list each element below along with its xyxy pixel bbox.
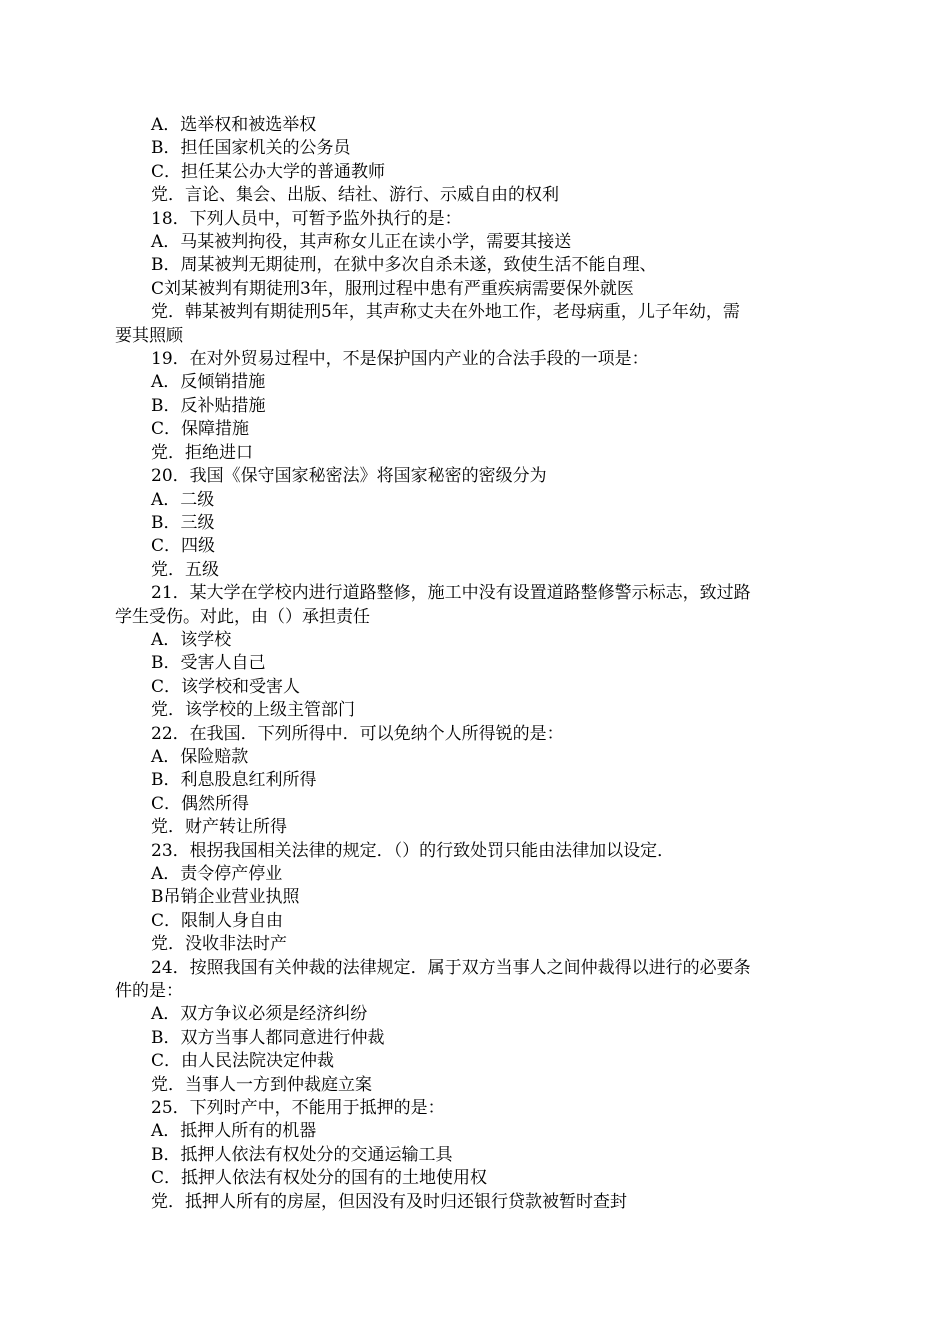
text-line: C．四级 xyxy=(151,536,216,557)
text-line: C．限制人身自由 xyxy=(151,910,284,931)
text-line: A．责令停产停业 xyxy=(151,864,283,884)
document-body xyxy=(115,114,837,1214)
text-line: A．双方争议必须是经济纠纷 xyxy=(151,1004,368,1025)
question-24: 24．按照我国有关仲裁的法律规定．属于双方当事人之间仲裁得以进行的必要条 xyxy=(151,957,751,978)
text-line: 党．当事人一方到仲裁庭立案 xyxy=(151,1074,372,1095)
text-line: C．该学校和受害人 xyxy=(151,676,301,697)
text-line: B．受害人自己 xyxy=(151,653,266,674)
text-line: 党．拒绝进口 xyxy=(151,442,253,463)
text-line-continued: 学生受伤。对此，由（）承担责任 xyxy=(115,606,370,627)
text-line: B．周某被判无期徒刑，在狱中多次自杀未遂，致使生活不能自理、 xyxy=(151,255,657,276)
question-19: 19．在对外贸易过程中，不是保护国内产业的合法手段的一项是： xyxy=(151,349,649,370)
text-line: A．选举权和被选举权 xyxy=(151,115,317,135)
text-line: 党．没收非法时产 xyxy=(151,934,287,955)
text-line: B．三级 xyxy=(151,512,215,533)
text-line: 党．五级 xyxy=(151,559,219,580)
text-line: B．利息股息红利所得 xyxy=(151,770,317,791)
text-line: B．抵押人依法有权处分的交通运输工具 xyxy=(151,1144,453,1165)
text-line: B．双方当事人都同意进行仲裁 xyxy=(151,1027,385,1048)
text-line: 党．韩某被判有期徒刑5年，其声称丈夫在外地工作，老母病重，儿子年幼，需 xyxy=(151,302,740,323)
text-line: A．抵押人所有的机器 xyxy=(151,1121,317,1142)
text-line: A．二级 xyxy=(151,489,215,510)
text-line-continued: 要其照顾 xyxy=(115,325,183,346)
question-20: 20．我国《保守国家秘密法》将国家秘密的密级分为 xyxy=(151,466,547,487)
text-line: 党．抵押人所有的房屋，但因没有及时归还银行贷款被暂时查封 xyxy=(151,1191,627,1212)
text-line: A．马某被判拘役，其声称女儿正在读小学，需要其接送 xyxy=(151,232,572,253)
text-line-continued: 件的是： xyxy=(115,981,183,1002)
text-line: A．保险赔款 xyxy=(151,746,249,767)
text-line: 党．该学校的上级主管部门 xyxy=(151,700,355,721)
text-line: C．抵押人依法有权处分的国有的土地使用权 xyxy=(151,1168,488,1189)
text-line: C．担任某公办大学的普通教师 xyxy=(151,161,386,182)
question-25: 25．下列时产中，不能用于抵押的是： xyxy=(151,1098,445,1119)
text-line: C刘某被判有期徒刑3年，服刑过程中患有严重疾病需要保外就医 xyxy=(151,278,634,299)
text-line: B吊销企业营业执照 xyxy=(151,887,300,908)
text-line: 党．财产转让所得 xyxy=(151,817,287,838)
text-line: B．担任国家机关的公务员 xyxy=(151,138,351,159)
question-21: 21．某大学在学校内进行道路整修，施工中没有设置道路整修警示标志，致过路 xyxy=(151,583,751,604)
text-line: A．反倾销措施 xyxy=(151,372,266,393)
question-22: 22．在我国．下列所得中．可以免纳个人所得锐的是： xyxy=(151,723,564,744)
text-line: C．偶然所得 xyxy=(151,793,250,814)
text-line: 党．言论、集会、出版、结社、游行、示威自由的权利 xyxy=(151,185,559,206)
question-18: 18．下列人员中，可暂予监外执行的是： xyxy=(151,208,462,229)
text-line: A．该学校 xyxy=(151,629,232,650)
text-line: B．反补贴措施 xyxy=(151,395,266,416)
text-line: C．由人民法院决定仲裁 xyxy=(151,1051,335,1072)
question-23: 23．根拐我国相关法律的规定．（）的行致处罚只能由法律加以设定． xyxy=(151,840,675,861)
text-line: C．保障措施 xyxy=(151,419,250,440)
